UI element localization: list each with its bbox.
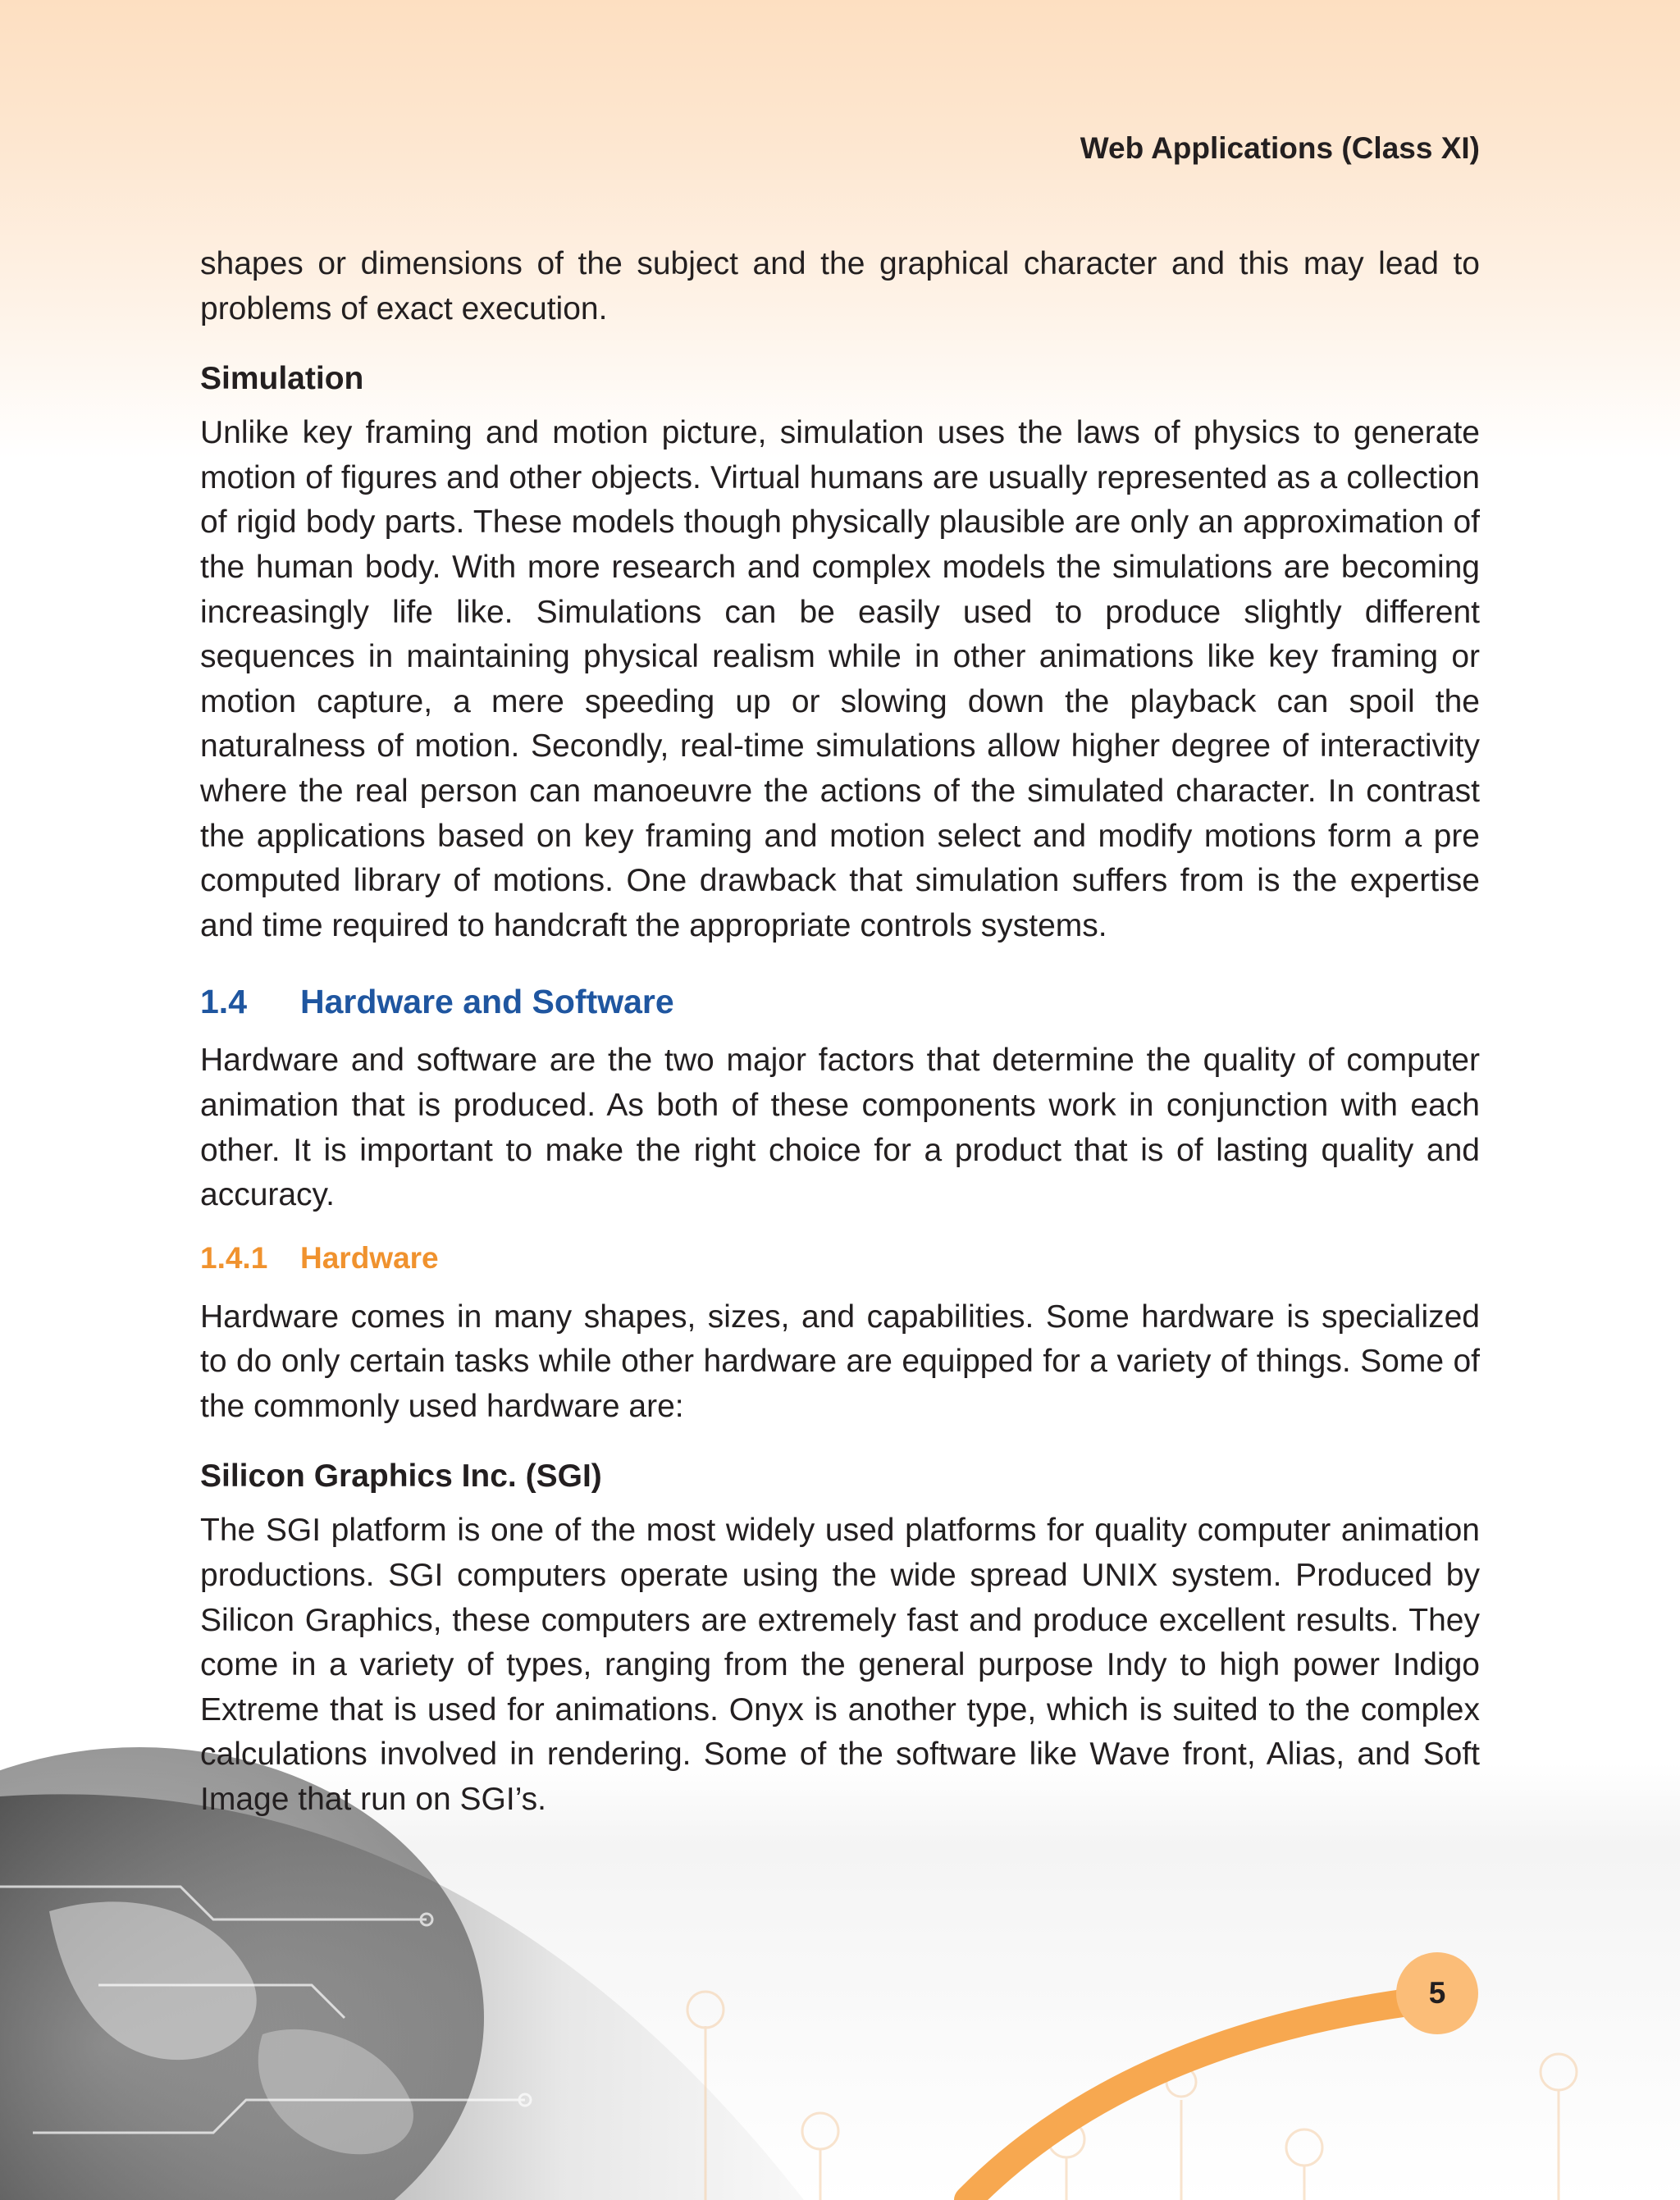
- simulation-paragraph: Unlike key framing and motion picture, simulation uses the laws of physics to generate motion of figures and other objects. Virtual humans are usually represented as a collection of rigid body parts. These models though physically plausible are only an approximation of the human body. With more research and complex models the simulations are becoming increasingly life like. Simulations can be easily used to produce slightly different sequences in maintaining physical realism while in other animations like key framing or motion capture, a mere speeding up or slowing down the playback can spoil the naturalness of motion. Secondly, real-time simulations allow higher degree of interactivity where the real person can manoeuvre the actions of the simulated character. In contrast the applications based on key framing and motion select and modify motions form a pre computed library of motions. One drawback that simulation suffers from is the expertise and time required to handcraft the appropriate controls systems.: [200, 415, 1480, 943]
- simulation-heading: Simulation: [200, 361, 364, 397]
- section-heading-1-4: [200, 979, 1480, 1024]
- subsection-heading-1-4-1: [200, 1236, 1480, 1280]
- sgi-heading: Silicon Graphics Inc. (SGI): [200, 1458, 602, 1495]
- running-header: Web Applications (Class XI): [1080, 131, 1480, 165]
- page-number: 5: [1428, 1976, 1446, 2010]
- orange-swoosh: [968, 2000, 1427, 2200]
- page-content: [200, 242, 1480, 1823]
- subsection-number: 1.4.1: [200, 1240, 268, 1275]
- section-number: 1.4: [200, 983, 247, 1021]
- sgi-paragraph: The SGI platform is one of the most widely used platforms for quality computer animation productions. SGI computers operate using the wide spread UNIX system. Produced by Silicon Graphics, these computers are extremely fast and produce excellent results. They come in a variety of types, ranging from the general purpose Indy to high power Indigo Extreme that is used for animations. Onyx is another type, which is suited to the complex calculations involved in rendering. Some of the software like Wave front, Alias, and Soft Image that run on SGI’s.: [200, 1513, 1480, 1818]
- subsection-title: Hardware: [300, 1240, 439, 1275]
- page-number-badge: [1396, 1952, 1478, 2034]
- hardware-paragraph: Hardware comes in many shapes, sizes, and capabilities. Some hardware is specialized to do only certain tasks while other hardware are equipped for a variety of things. Some of the commonly used hardware are:: [200, 1299, 1480, 1424]
- hardware-software-paragraph: Hardware and software are the two major factors that determine the quality of computer animation that is produced. As both of these components work in conjunction with each other. It is important to make the right choice for a product that is of lasting quality and accuracy.: [200, 1043, 1480, 1213]
- section-title: Hardware and Software: [300, 983, 674, 1021]
- intro-paragraph: shapes or dimensions of the subject and the graphical character and this may lead to problems of exact execution.: [200, 246, 1480, 326]
